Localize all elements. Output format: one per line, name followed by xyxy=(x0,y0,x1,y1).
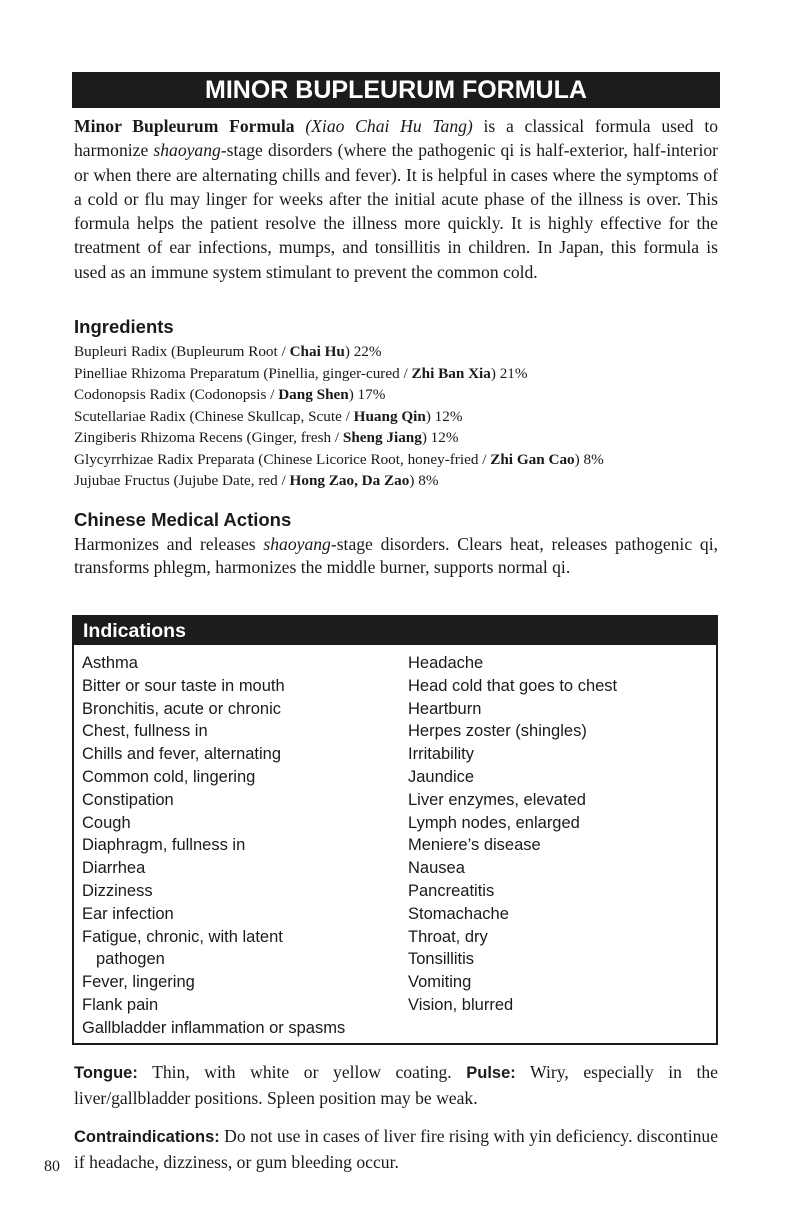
indication-item: Headache xyxy=(408,654,484,672)
page-number: 80 xyxy=(44,1158,60,1175)
contraindications-paragraph xyxy=(74,1124,718,1174)
indication-item: Chills and fever, alternating xyxy=(82,745,282,764)
tongue-label: Tongue: xyxy=(74,1064,138,1082)
intro-stage: shaoyang xyxy=(153,140,221,161)
ingredients-heading: Ingredients xyxy=(74,316,174,337)
ingredient-item: Scutellariae Radix (Chinese Skullcap, Scute / Huang Qin) 12% xyxy=(74,407,463,425)
indication-item: Diarrhea xyxy=(82,859,146,878)
indication-item: Fever, lingering xyxy=(82,973,195,992)
indication-item: Head cold that goes to chest xyxy=(408,676,618,695)
indication-item: Constipation xyxy=(82,790,174,809)
actions-heading: Chinese Medical Actions xyxy=(74,509,292,530)
ingredient-item: Zingiberis Rhizoma Recens (Ginger, fresh / Sheng Jiang) 12% xyxy=(74,429,459,446)
intro-text-1: is a classical formula used to harmonize xyxy=(74,116,718,161)
contraindications-label: Contraindications: xyxy=(74,1128,220,1146)
ingredient-item: Bupleuri Radix (Bupleurum Root / Chai Hu) 22% xyxy=(74,343,382,360)
indication-item: Fatigue, chronic, with latent xyxy=(82,927,283,946)
pulse-label: Pulse: xyxy=(466,1064,516,1082)
indication-item: Lymph nodes, enlarged xyxy=(408,813,580,832)
indication-item: Heartburn xyxy=(408,699,482,718)
contraindications-text: Do not use in cases of liver fire rising with yin deficiency. discontinue if headache, dizziness, or gum bleeding occur. xyxy=(74,1126,718,1172)
indication-item: Meniere’s disease xyxy=(408,836,541,855)
intro-paragraph xyxy=(74,114,718,284)
page-title: MINOR BUPLEURUM FORMULA xyxy=(72,72,720,108)
indication-item: Jaundice xyxy=(408,767,475,786)
indication-item: Liver enzymes, elevated xyxy=(408,790,586,809)
indications-right-column xyxy=(408,652,617,1017)
indication-item: Nausea xyxy=(408,859,465,878)
indications-box xyxy=(72,615,718,1045)
tongue-pulse-paragraph xyxy=(74,1060,718,1110)
indication-item: Common cold, lingering xyxy=(82,767,256,786)
indication-item: Stomachache xyxy=(408,904,509,923)
indication-item: Vision, blurred xyxy=(408,995,514,1014)
indications-heading: Indications xyxy=(74,617,716,645)
intro-text-2: -stage disorders (where the pathogenic qi is half-exterior, half-interior or when there are alternating chills and fever). It is helpful in cases where the symptoms of a cold or flu may linger for weeks after the initial acute phase of the illness is over. This formula helps the patient resolve the illness more quickly. It is highly effective for the treatment of ear infections, mumps, and tonsillitis in children. In Japan, this formula is used as an immune system stimulant to prevent the common cold. xyxy=(74,140,718,282)
indication-item: Throat, dry xyxy=(408,927,488,946)
indication-item: Cough xyxy=(82,813,131,832)
indications-left-column xyxy=(82,652,345,1040)
ingredient-item: Jujubae Fructus (Jujube Date, red / Hong Zao, Da Zao) 8% xyxy=(74,472,439,489)
indication-item: Tonsillitis xyxy=(408,950,475,969)
indication-item: Bitter or sour taste in mouth xyxy=(82,676,285,695)
indication-item: Ear infection xyxy=(82,904,174,923)
indication-item: Chest, fullness in xyxy=(82,722,208,741)
formula-pinyin: (Xiao Chai Hu Tang) xyxy=(305,116,473,136)
indication-item: Pancreatitis xyxy=(408,881,495,900)
ingredients-list xyxy=(74,341,604,492)
ingredient-item: Pinelliae Rhizoma Preparatum (Pinellia, ginger-cured / Zhi Ban Xia) 21% xyxy=(74,364,528,382)
indication-item: Bronchitis, acute or chronic xyxy=(82,699,282,718)
indication-item: Flank pain xyxy=(82,995,159,1014)
ingredient-item: Codonopsis Radix (Codonopsis / Dang Shen) 17% xyxy=(74,386,386,403)
indication-item: Irritability xyxy=(408,745,475,764)
indication-item: Asthma xyxy=(82,654,138,672)
indication-item: Gallbladder inflammation or spasms xyxy=(82,1018,346,1037)
formula-name: Minor Bupleurum Formula xyxy=(74,116,295,136)
indication-item-continuation: pathogen xyxy=(96,950,165,969)
tongue-text: Thin, with white or yellow coating. xyxy=(137,1062,467,1082)
indication-item: Diaphragm, fullness in xyxy=(82,836,246,855)
indication-item: Vomiting xyxy=(408,973,472,992)
indication-item: Herpes zoster (shingles) xyxy=(408,722,587,741)
indication-item: Dizziness xyxy=(82,881,153,900)
actions-paragraph: Harmonizes and releases shaoyang-stage disorders. Clears heat, releases pathogenic qi, transforms phlegm, harmonizes the middle burner, supports normal qi. xyxy=(74,534,718,577)
ingredient-item: Glycyrrhizae Radix Preparata (Chinese Licorice Root, honey-fried / Zhi Gan Cao) 8% xyxy=(74,450,604,468)
pulse-text: Wiry, especially in the liver/gallbladder positions. Spleen position may be weak. xyxy=(74,1062,718,1108)
